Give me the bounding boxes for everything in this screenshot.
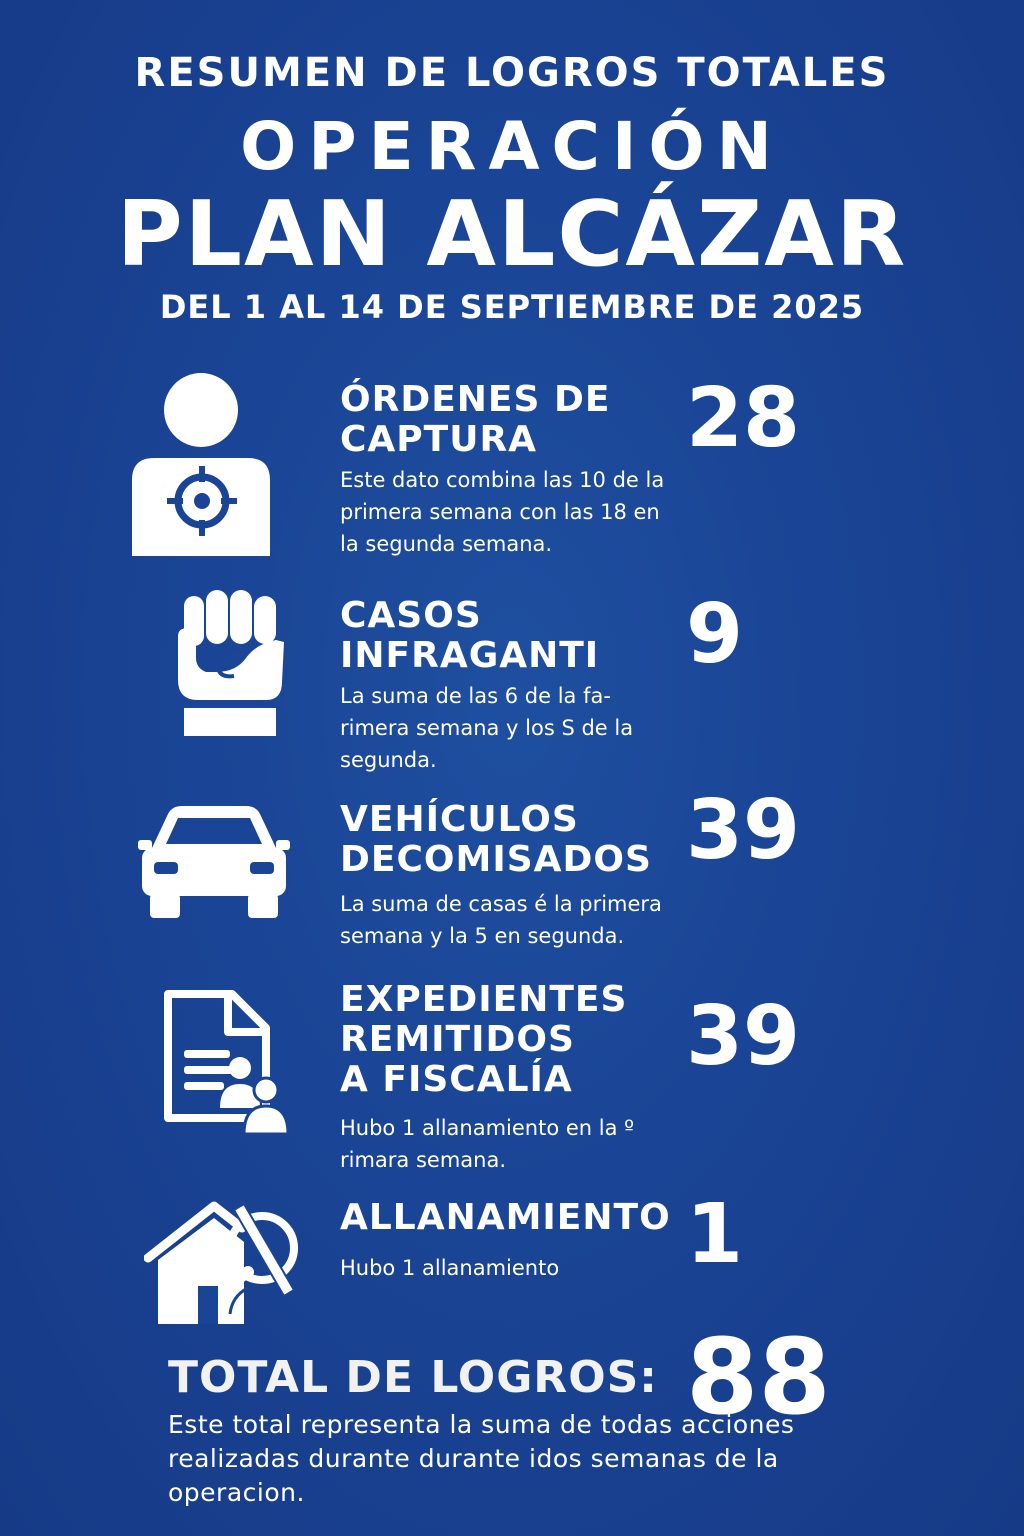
raised-fist-icon [176, 588, 288, 740]
person-target-icon [128, 370, 274, 560]
stat-description: La suma de casas é la primera semana y la 5 en segunda. [340, 892, 662, 948]
stat-title: VEHÍCULOS [340, 799, 579, 840]
house-search-icon [144, 1196, 304, 1326]
stat-description: Hubo 1 allanamiento [340, 1256, 560, 1280]
stat-title: DECOMISADOS [340, 839, 652, 880]
stat-title: CASOS [340, 595, 482, 636]
stat-value: 28 [686, 371, 801, 466]
page-title: PLAN ALCÁZAR [116, 182, 908, 287]
stat-value: 39 [686, 989, 801, 1084]
stat-description: Este dato combina las 10 de la primera semana con las 18 en la segunda semana. [340, 468, 665, 556]
stat-title: EXPEDIENTES [340, 979, 628, 1020]
stat-description: La suma de las 6 de la fa- rimera semana y los S de la segunda. [340, 684, 634, 772]
header-operation: OPERACIÓN [240, 108, 784, 185]
total-value: 88 [686, 1316, 831, 1438]
stat-title: ALLANAMIENTO [340, 1197, 671, 1238]
stat-value: 39 [686, 783, 801, 878]
stat-title: A FISCALÍA [340, 1059, 573, 1100]
stat-title: REMITIDOS [340, 1019, 575, 1060]
stat-title: ÓRDENES DE [340, 379, 611, 420]
stat-description: Hubo 1 allanamiento en la º rimara semana. [340, 1116, 635, 1172]
total-label: TOTAL DE LOGROS: [168, 1352, 658, 1403]
stat-value: 1 [686, 1187, 744, 1282]
date-range: DEL 1 AL 14 DE SEPTIEMBRE DE 2025 [159, 288, 865, 326]
stat-title: INFRAGANTI [340, 635, 600, 676]
car-icon [138, 804, 290, 920]
stat-value: 9 [686, 587, 744, 682]
total-description: Este total representa la suma de todas acciones realizadas durante durante idos semanas de la operacion. [168, 1410, 795, 1507]
document-person-icon [162, 990, 292, 1136]
header-subtitle: RESUMEN DE LOGROS TOTALES [134, 50, 890, 96]
stat-title: CAPTURA [340, 419, 538, 460]
